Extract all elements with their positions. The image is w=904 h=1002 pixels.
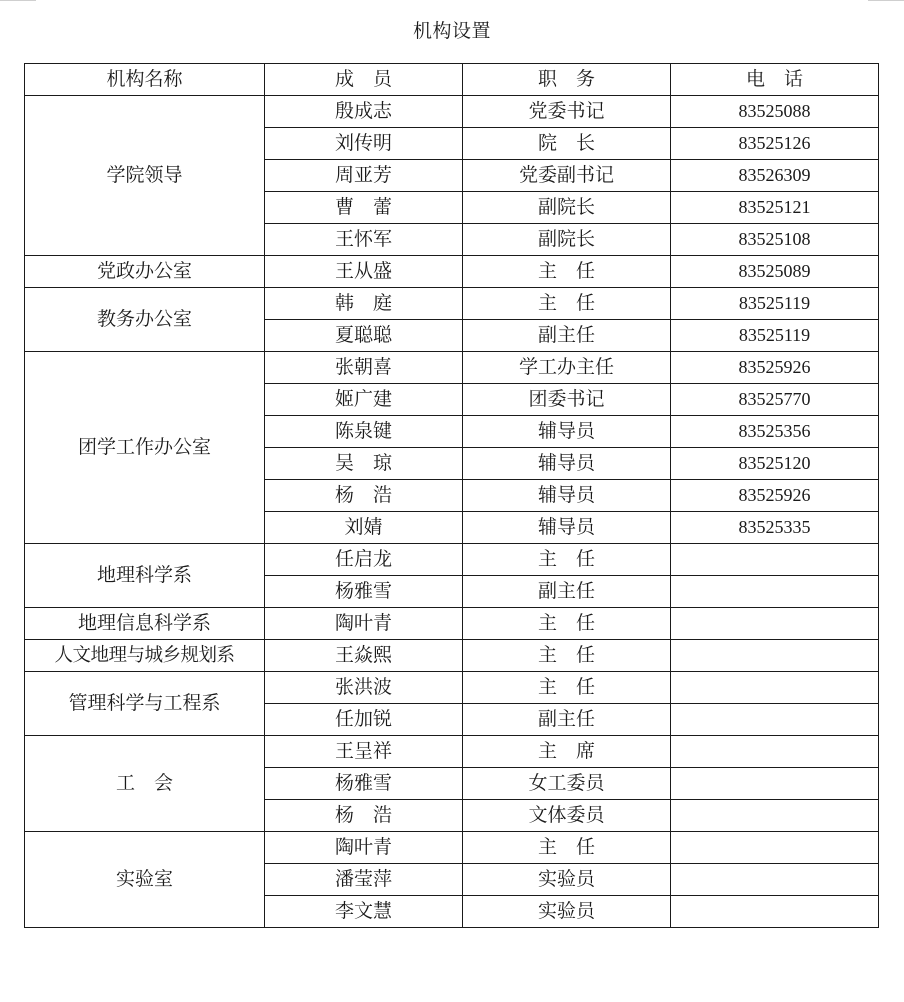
member-cell: 杨雅雪 — [265, 576, 463, 608]
table-row — [25, 352, 879, 384]
phone-cell — [671, 800, 879, 832]
phone-cell — [671, 864, 879, 896]
table-row — [25, 672, 879, 704]
member-cell: 姬广建 — [265, 384, 463, 416]
member-cell: 王怀军 — [265, 224, 463, 256]
table-body — [25, 96, 879, 928]
header-phone: 电 话 — [671, 64, 879, 96]
phone-cell — [671, 768, 879, 800]
position-cell: 主 席 — [463, 736, 671, 768]
page-corner-mark-left — [0, 0, 36, 1]
position-cell: 主 任 — [463, 608, 671, 640]
phone-cell: 83525120 — [671, 448, 879, 480]
table-header-row — [25, 64, 879, 96]
phone-cell: 83525108 — [671, 224, 879, 256]
table-row — [25, 832, 879, 864]
phone-cell — [671, 832, 879, 864]
member-cell: 张洪波 — [265, 672, 463, 704]
member-cell: 王焱熙 — [265, 640, 463, 672]
position-cell: 主 任 — [463, 288, 671, 320]
member-cell: 夏聪聪 — [265, 320, 463, 352]
phone-cell: 83526309 — [671, 160, 879, 192]
member-cell: 王呈祥 — [265, 736, 463, 768]
phone-cell — [671, 736, 879, 768]
org-name-cell: 管理科学与工程系 — [25, 672, 265, 736]
org-name-cell: 地理科学系 — [25, 544, 265, 608]
position-cell: 辅导员 — [463, 448, 671, 480]
position-cell: 实验员 — [463, 864, 671, 896]
position-cell: 主 任 — [463, 640, 671, 672]
position-cell: 主 任 — [463, 672, 671, 704]
header-member: 成 员 — [265, 64, 463, 96]
member-cell: 任加锐 — [265, 704, 463, 736]
position-cell: 辅导员 — [463, 416, 671, 448]
position-cell: 主 任 — [463, 544, 671, 576]
table-row — [25, 96, 879, 128]
document-title: 机构设置 — [412, 20, 491, 42]
position-cell: 院 长 — [463, 128, 671, 160]
position-cell: 主 任 — [463, 832, 671, 864]
position-cell: 女工委员 — [463, 768, 671, 800]
table-row — [25, 288, 879, 320]
position-cell: 党委书记 — [463, 96, 671, 128]
phone-cell: 83525926 — [671, 480, 879, 512]
header-org-name: 机构名称 — [25, 64, 265, 96]
phone-cell: 83525088 — [671, 96, 879, 128]
phone-cell: 83525119 — [671, 288, 879, 320]
phone-cell: 83525926 — [671, 352, 879, 384]
member-cell: 陶叶青 — [265, 832, 463, 864]
table-row — [25, 608, 879, 640]
organization-table — [24, 63, 879, 928]
member-cell: 杨 浩 — [265, 800, 463, 832]
member-cell: 刘婧 — [265, 512, 463, 544]
member-cell: 殷成志 — [265, 96, 463, 128]
position-cell: 副主任 — [463, 320, 671, 352]
phone-cell — [671, 544, 879, 576]
member-cell: 曹 蕾 — [265, 192, 463, 224]
member-cell: 韩 庭 — [265, 288, 463, 320]
position-cell: 主 任 — [463, 256, 671, 288]
org-name-cell: 实验室 — [25, 832, 265, 928]
phone-cell — [671, 576, 879, 608]
table-row — [25, 736, 879, 768]
phone-cell: 83525126 — [671, 128, 879, 160]
member-cell: 陈泉键 — [265, 416, 463, 448]
phone-cell: 83525089 — [671, 256, 879, 288]
position-cell: 党委副书记 — [463, 160, 671, 192]
member-cell: 任启龙 — [265, 544, 463, 576]
phone-cell — [671, 896, 879, 928]
position-cell: 辅导员 — [463, 512, 671, 544]
org-name-cell: 工 会 — [25, 736, 265, 832]
phone-cell: 83525356 — [671, 416, 879, 448]
header-position: 职 务 — [463, 64, 671, 96]
member-cell: 吴 琼 — [265, 448, 463, 480]
member-cell: 陶叶青 — [265, 608, 463, 640]
phone-cell — [671, 608, 879, 640]
phone-cell: 83525335 — [671, 512, 879, 544]
position-cell: 副院长 — [463, 192, 671, 224]
org-name-cell: 党政办公室 — [25, 256, 265, 288]
phone-cell: 83525121 — [671, 192, 879, 224]
position-cell: 辅导员 — [463, 480, 671, 512]
position-cell: 副主任 — [463, 704, 671, 736]
org-name-cell: 学院领导 — [25, 96, 265, 256]
position-cell: 团委书记 — [463, 384, 671, 416]
member-cell: 杨 浩 — [265, 480, 463, 512]
position-cell: 副院长 — [463, 224, 671, 256]
org-name-cell: 人文地理与城乡规划系 — [25, 640, 265, 672]
member-cell: 刘传明 — [265, 128, 463, 160]
table-row — [25, 256, 879, 288]
member-cell: 张朝喜 — [265, 352, 463, 384]
member-cell: 李文慧 — [265, 896, 463, 928]
org-name-cell: 团学工作办公室 — [25, 352, 265, 544]
org-name-cell: 教务办公室 — [25, 288, 265, 352]
member-cell: 周亚芳 — [265, 160, 463, 192]
phone-cell — [671, 704, 879, 736]
table-row — [25, 640, 879, 672]
position-cell: 实验员 — [463, 896, 671, 928]
position-cell: 副主任 — [463, 576, 671, 608]
phone-cell: 83525770 — [671, 384, 879, 416]
org-name-cell: 地理信息科学系 — [25, 608, 265, 640]
phone-cell: 83525119 — [671, 320, 879, 352]
phone-cell — [671, 672, 879, 704]
position-cell: 文体委员 — [463, 800, 671, 832]
member-cell: 杨雅雪 — [265, 768, 463, 800]
phone-cell — [671, 640, 879, 672]
member-cell: 王从盛 — [265, 256, 463, 288]
page-corner-mark-right — [868, 0, 904, 1]
position-cell: 学工办主任 — [463, 352, 671, 384]
table-row — [25, 544, 879, 576]
member-cell: 潘莹萍 — [265, 864, 463, 896]
